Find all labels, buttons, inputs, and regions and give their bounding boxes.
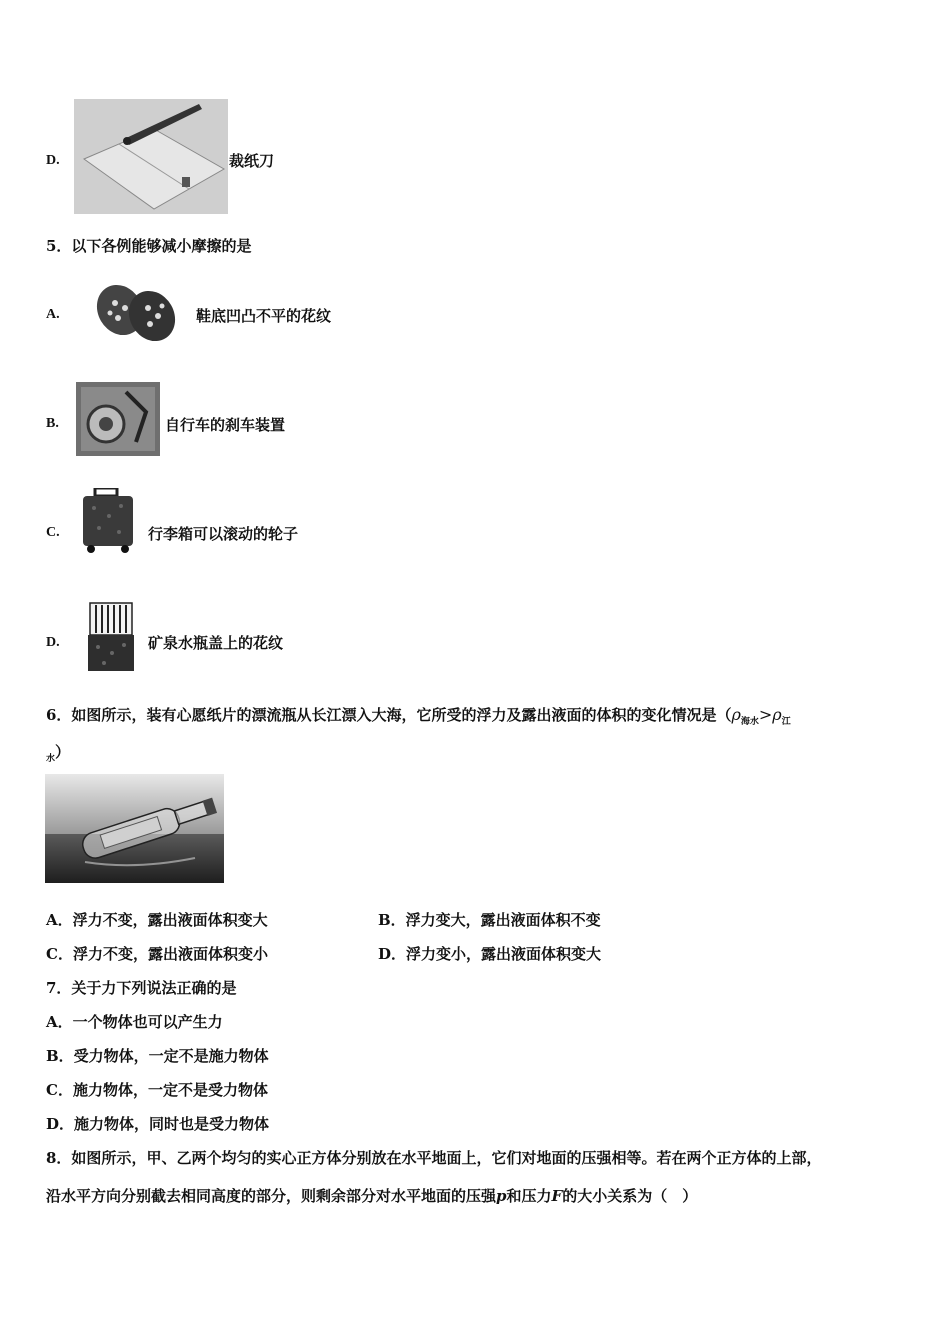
q5-option-b-text: 自行车的刹车装置	[165, 416, 286, 434]
q8-stem-line1: 8．如图所示，甲、乙两个均匀的实心正方体分别放在水平地面上，它们对地面的压强相等。若在两个正方体的上部，	[46, 1149, 822, 1167]
q8-line2-part-a: 沿水平方向分别截去相同高度的部分，则剩余部分对水平地面的压强	[46, 1187, 497, 1205]
variable-F: F	[551, 1187, 563, 1205]
q6-stem-line2	[46, 742, 70, 769]
shoe-sole-image	[90, 278, 184, 348]
q6-option-d: D．浮力变小，露出液面体积变大	[378, 945, 602, 963]
rho-river-subscript-1: 江	[781, 717, 791, 727]
rho-river-subscript-2: 水	[46, 754, 56, 764]
q6-stem-text: 6．如图所示，装有心愿纸片的漂流瓶从长江漂入大海，它所受的浮力及露出液面的体积的变化情况是（	[46, 706, 732, 724]
rho-sea-subscript: 海水	[740, 717, 759, 727]
q6-option-a: A．浮力不变，露出液面体积变大	[46, 911, 268, 929]
q8-line2-part-c: 的大小关系为（ ）	[562, 1187, 698, 1205]
bicycle-brake-image	[76, 382, 160, 456]
q4-option-d-text: 裁纸刀	[229, 152, 275, 170]
q7-option-d: D．施力物体，同时也是受力物体	[46, 1115, 270, 1133]
q7-option-b: B．受力物体，一定不是施力物体	[46, 1047, 269, 1065]
q5-stem: 5．以下各例能够减小摩擦的是	[46, 237, 252, 255]
q6-close-paren: ）	[55, 743, 71, 761]
q8-line2-part-b: 和压力	[506, 1187, 552, 1205]
q6-stem	[46, 705, 791, 732]
drift-bottle-image	[45, 774, 224, 883]
bottle-cap-image	[84, 601, 138, 673]
q5-option-d-letter: D.	[46, 635, 60, 650]
q5-option-c-text: 行李箱可以滚动的轮子	[148, 525, 299, 543]
q7-option-a: A．一个物体也可以产生力	[46, 1013, 223, 1031]
q5-option-c-letter: C.	[46, 525, 60, 540]
q6-option-c: C．浮力不变，露出液面体积变小	[46, 945, 268, 963]
rho-sea-symbol: ρ	[731, 705, 741, 724]
paper-cutter-image	[74, 99, 228, 214]
luggage-wheels-image	[79, 488, 137, 554]
q5-option-d-text: 矿泉水瓶盖上的花纹	[148, 634, 284, 652]
variable-p: p	[496, 1187, 507, 1205]
q7-option-c: C．施力物体，一定不是受力物体	[46, 1081, 268, 1099]
q6-option-b: B．浮力变大，露出液面体积不变	[378, 911, 601, 929]
q8-stem-line2	[46, 1186, 697, 1206]
q5-option-a-letter: A.	[46, 307, 60, 322]
greater-than-sign: >	[758, 705, 773, 724]
q4-option-d-letter: D.	[46, 153, 60, 168]
q5-option-b-letter: B.	[46, 416, 59, 431]
q7-stem: 7．关于力下列说法正确的是	[46, 979, 237, 997]
rho-river-symbol: ρ	[772, 705, 782, 724]
q5-option-a-text: 鞋底凹凸不平的花纹	[196, 307, 332, 325]
